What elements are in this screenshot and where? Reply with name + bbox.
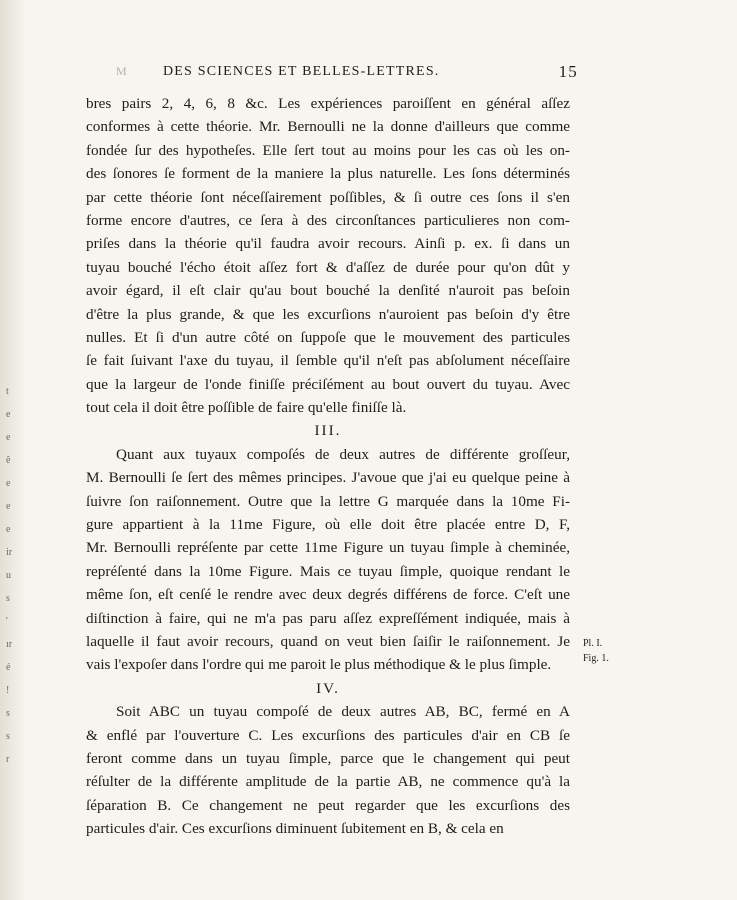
gutter-mark: s <box>6 708 10 719</box>
text-line: que la largeur de l'onde finiſſe préciſément au bout ouvert du tuyau. Avec <box>86 375 570 393</box>
section-iii-text <box>86 443 570 677</box>
text-line: ſéparation B. Ce changement ne peut regarder que les excurſions des <box>86 796 570 814</box>
gutter-mark: s <box>6 593 10 604</box>
gutter-mark: r <box>6 754 10 765</box>
body-text <box>86 92 570 841</box>
gutter-mark: ır <box>6 639 13 650</box>
text-line: nulles. Et ſi d'un autre côté on ſuppoſe que le mouvement des particules <box>86 328 570 346</box>
text-line: ſuivre ſon raiſonnement. Outre que la lettre G marquée dans la 10me Fi- <box>86 492 570 510</box>
text-line: particules d'air. Ces excurſions diminuent ſubitement en B, & cela en <box>86 820 504 838</box>
running-head-ghost: M <box>116 64 128 78</box>
gutter-mark: u <box>6 570 11 581</box>
text-line: laquelle il faut avoir recours, quand on veut bien ſaiſir le raiſonnement. Je <box>86 632 570 650</box>
gutter-mark: ir <box>6 547 13 558</box>
text-line: bres pairs 2, 4, 6, 8 &c. Les expériences paroiſſent en général aſſez <box>86 95 570 112</box>
section-ii-text <box>86 92 570 419</box>
section-heading-iv: IV. <box>316 679 340 697</box>
text-line: fondée ſur des hypotheſes. Elle ſert tout au moins pour les cas où les on- <box>86 141 570 159</box>
text-line: conformes à cette théorie. Mr. Bernoulli ne la donne d'ailleurs que comme <box>86 118 570 136</box>
text-line: réſulter de la différente amplitude de la partie AB, ne commence qu'à la <box>86 773 570 791</box>
page-number: 15 <box>558 62 578 81</box>
running-head <box>108 62 578 86</box>
gutter-mark: e <box>6 432 11 443</box>
section-iv-text <box>86 700 570 840</box>
text-line: tuyau bouché l'écho étoit aſſez fort & d'aſſez de durée pour qu'on dût y <box>86 258 570 276</box>
text-line: d'être la plus grande, & que les excurſions n'auroient pas beſoin d'y être <box>86 305 570 323</box>
text-line: des ſonores ſe forment de la maniere la plus naturelle. Les ſons déterminés <box>86 165 570 183</box>
gutter-mark: t <box>6 386 9 397</box>
gutter-mark: e <box>6 409 11 420</box>
gutter-mark: s <box>6 731 10 742</box>
gutter-mark: e <box>6 478 11 489</box>
text-line: Mr. Bernoulli repréſente par cette 11me Figure un tuyau ſimple à cheminée, <box>86 539 570 557</box>
text-line: Soit ABC un tuyau compoſé de deux autres AB, BC, fermé en A <box>116 703 570 721</box>
margin-note <box>583 636 623 666</box>
gutter-bleed-through <box>6 380 20 771</box>
gutter-mark: ê <box>6 455 11 466</box>
text-line: tout cela il doit être poſſible de faire qu'elle finiſſe là. <box>86 399 407 417</box>
text-line: priſes dans la théorie qu'il faudra avoir recours. Ainſi p. ex. ſi dans un <box>86 235 570 253</box>
gutter-mark: e <box>6 524 11 535</box>
text-line: feront comme dans un tuyau ſimple, parce que le changement qui peut <box>86 749 570 767</box>
text-line: avoir égard, il eſt clair qu'au bout bouché la denſité n'auroit pas beſoin <box>86 282 570 300</box>
section-heading-iii: III. <box>314 422 342 440</box>
text-line: diſtinction à faire, qui ne m'a pas paru aſſez expreſſément indiquée, mais à <box>86 609 570 627</box>
text-line: & enflé par l'ouverture C. Les excurſions des particules d'air en CB ſe <box>86 726 570 744</box>
text-line: par cette théorie ſont néceſſairement poſſibles, & ſi outre ces ſons il s'en <box>86 188 570 206</box>
gutter-mark: e <box>6 501 11 512</box>
margin-note-plate: Pl. I. <box>583 638 603 649</box>
running-head-title: DES SCIENCES ET BELLES-LETTRES. <box>163 64 440 79</box>
margin-note-figure: Fig. 1. <box>583 653 609 664</box>
text-line: Quant aux tuyaux compoſés de deux autres de différente groſſeur, <box>116 445 570 463</box>
text-line: ſe fait ſuivant l'axe du tuyau, il ſemble qu'il n'eſt pas abſolument néceſſaire <box>86 352 570 370</box>
text-line: repréſenté dans la 10me Figure. Mais ce tuyau ſimple, quoique rendant le <box>86 562 570 580</box>
text-line: M. Bernoulli ſe ſert des mêmes principes. J'avoue que j'ai eu quelque peine à <box>86 469 570 487</box>
text-line: gure appartient à la 11me Figure, où elle doit être placée entre D, F, <box>86 516 570 534</box>
text-line: même ſon, eſt cenſé le rendre avec deux degrés différens de force. C'eſt une <box>86 586 570 604</box>
gutter-mark: ! <box>6 685 10 696</box>
text-line: forme encore d'autres, ce ſera à des circonſtances particulieres non com- <box>86 211 570 229</box>
gutter-mark: é <box>6 662 11 673</box>
gutter-mark: ' <box>6 616 8 627</box>
text-line: vais l'expoſer dans l'ordre qui me paroit le plus méthodique & le plus ſimple. <box>86 656 552 674</box>
